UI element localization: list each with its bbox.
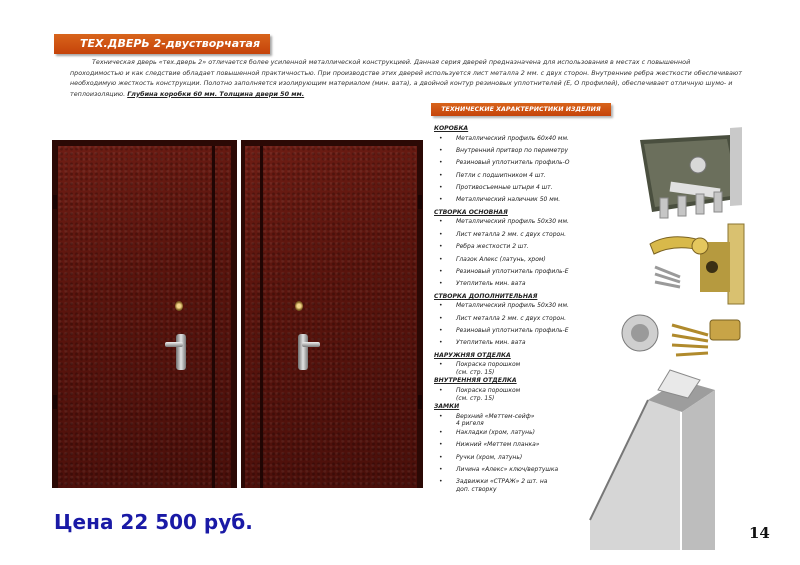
mortise-lock-image	[630, 130, 760, 225]
bullet-icon: •	[439, 280, 443, 288]
spec-item	[434, 183, 614, 195]
door-photo-inner	[241, 140, 423, 488]
frame-profile-image	[570, 360, 730, 550]
spec-item-text: Резиновый уплотнитель профиль-Е	[456, 326, 569, 334]
bullet-icon: •	[439, 453, 443, 461]
bullet-icon: •	[439, 184, 443, 192]
spec-item-text: Покраска порошком (см. стр. 15)	[456, 386, 521, 402]
spec-item-text: Глазок Алекс (латунь, хром)	[456, 255, 546, 263]
bullet-icon: •	[439, 386, 443, 394]
bullet-icon: •	[439, 267, 443, 275]
spec-item	[434, 195, 614, 207]
spec-item	[434, 314, 614, 326]
spec-item-text: Резиновый уплотнитель профиль-О	[456, 159, 570, 167]
bullet-icon: •	[439, 428, 443, 436]
spec-item-text: Задвижки «СТРАЖ» 2 шт. на доп. створку	[456, 478, 548, 493]
bullet-icon: •	[439, 230, 443, 238]
bullet-icon: •	[439, 412, 443, 420]
spec-section-heading: НАРУЖНЯЯ ОТДЕЛКА	[434, 351, 511, 359]
spec-item	[434, 230, 614, 242]
spec-item	[434, 158, 614, 170]
spec-item-text: Петли с подшипником 4 шт.	[456, 171, 546, 179]
intro-paragraph	[70, 57, 742, 99]
intro-dimensions: Глубина коробки 60 мм. Толщина двери 50 мм.	[127, 89, 305, 98]
bullet-icon: •	[439, 339, 443, 347]
spec-item-text: Резиновый уплотнитель профиль-Е	[456, 267, 569, 275]
page-number: 14	[749, 524, 770, 542]
spec-item-text: Металлический наличник 50 мм.	[456, 196, 561, 204]
spec-item-text: Верхний «Меттем-сейф» 4 ригеля	[456, 412, 535, 428]
bullet-icon: •	[439, 326, 443, 334]
handle-lock-image	[640, 222, 760, 307]
spec-item-text: Утеплитель мин. вата	[456, 280, 526, 288]
bullet-icon: •	[439, 218, 443, 226]
spec-item-text: Металлический профиль 50х30 мм.	[456, 302, 569, 310]
spec-item	[434, 267, 614, 279]
bullet-icon: •	[439, 171, 443, 179]
spec-item-text: Внутренний притвор по периметру	[456, 146, 569, 154]
spec-item-text: Противосъемные штыри 4 шт.	[456, 184, 553, 192]
bullet-icon: •	[439, 478, 443, 486]
spec-item	[434, 242, 614, 254]
spec-item	[434, 301, 614, 313]
spec-item	[434, 338, 614, 350]
bullet-icon: •	[439, 302, 443, 310]
bullet-icon: •	[439, 243, 443, 251]
bullet-icon: •	[439, 146, 443, 154]
bullet-icon: •	[439, 361, 443, 369]
cylinder-keys-image	[610, 305, 750, 367]
door-photo-outer	[52, 140, 237, 488]
bullet-icon: •	[439, 159, 443, 167]
spec-item-text: Лист металла 2 мм. с двух сторон.	[456, 314, 567, 322]
bullet-icon: •	[439, 314, 443, 322]
bullet-icon: •	[439, 134, 443, 142]
door-handle	[176, 334, 186, 370]
bullet-icon: •	[439, 465, 443, 473]
spec-item	[434, 134, 614, 146]
bullet-icon: •	[439, 196, 443, 204]
spec-item	[434, 255, 614, 267]
spec-item-text: Покраска порошком (см. стр. 15)	[456, 361, 521, 376]
spec-item	[434, 279, 614, 291]
page-title: ТЕХ.ДВЕРЬ 2-двустворчатая	[54, 34, 270, 54]
spec-item-text: Лист металла 2 мм. с двух сторон.	[456, 230, 567, 238]
spec-item	[434, 217, 614, 229]
spec-item	[434, 171, 614, 183]
spec-item	[434, 326, 614, 338]
spec-item-text: Ручки (хром, латунь)	[456, 453, 523, 461]
bullet-icon: •	[439, 255, 443, 263]
spec-item	[434, 146, 614, 158]
spec-item-text: Металлический профиль 60х40 мм.	[456, 134, 569, 142]
spec-section-heading: КОРОБКА	[434, 125, 469, 132]
spec-section-heading: СТВОРКА ДОПОЛНИТЕЛЬНАЯ	[434, 292, 538, 300]
spec-section-heading: СТВОРКА ОСНОВНАЯ	[434, 208, 508, 216]
spec-item-text: Личина «Алекс» ключ/вертушка	[456, 465, 559, 473]
spec-item-text: Накладки (хром, латунь)	[456, 428, 535, 436]
specs-title: ТЕХНИЧЕСКИЕ ХАРАКТЕРИСТИКИ ИЗДЕЛИЯ	[431, 103, 611, 116]
spec-item-text: Утеплитель мин. вата	[456, 339, 526, 347]
spec-section-heading: ВНУТРЕННЯЯ ОТДЕЛКА	[434, 377, 517, 385]
spec-item-text: Ребра жесткости 2 шт.	[456, 243, 529, 251]
price-label: Цена 22 500 руб.	[54, 510, 253, 534]
spec-section-heading: ЗАМКИ	[434, 403, 460, 411]
spec-item-text: Металлический профиль 50х30 мм.	[456, 218, 569, 226]
intro-text: Техническая дверь «тех.дверь 2» отличается более усиленной металлической конструкцией. Данная серия дверей предназначена для использования в местах с повышенной проходимостью и как следствие обладает повышенной практичностью. При производстве этих дверей используется лист металла 2 мм. с двух сторон. Внутренние ребра жесткости обеспечивают необходимую жесткость конструкции. Полотно заполняется изолирующим материалом (мин. вата), а двойной контур резиновых уплотнителей (Е, О профилей), обеспечивает отличную шумо- и теплоизоляцию.	[70, 58, 742, 98]
spec-item-text: Нижний «Меттем планка»	[456, 441, 540, 449]
door-handle	[298, 334, 308, 370]
bullet-icon: •	[439, 441, 443, 449]
